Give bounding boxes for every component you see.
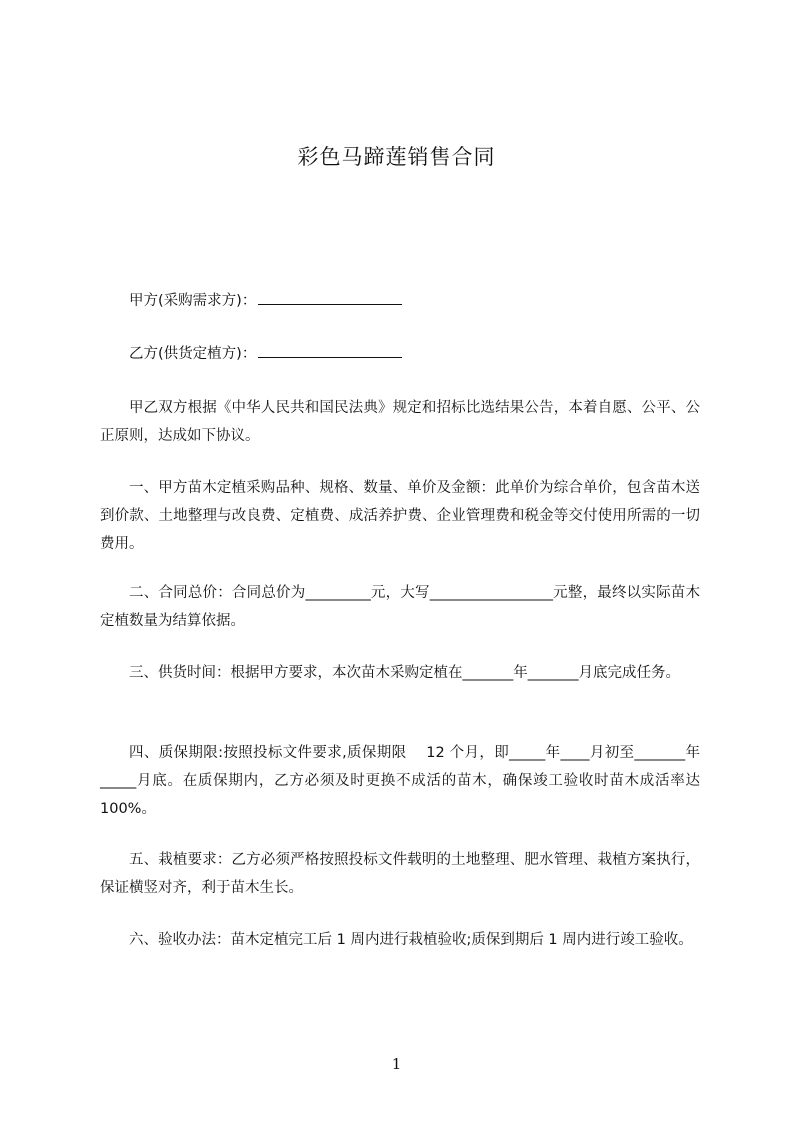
- page-number: 1: [391, 1055, 402, 1073]
- intro-paragraph: 甲乙双方根据《中华人民共和国民法典》规定和招标比选结果公告，本着自愿、公平、公正原则，达成如下协议。: [100, 400, 700, 444]
- clause-2: 二、合同总价：合同总价为_________元，大写_________________元整，最终以实际苗木定植数量为结算依据。: [100, 585, 700, 629]
- party-a-label: 甲方(采购需求方)：: [129, 293, 257, 309]
- party-b-blank: [258, 343, 402, 358]
- party-a-blank: [258, 290, 402, 305]
- party-a-line: [100, 287, 700, 315]
- party-b-label: 乙方(供货定植方)：: [129, 346, 257, 362]
- document-title: 彩色马蹄莲销售合同: [297, 145, 496, 169]
- clause-3: 三、供货时间：根据甲方要求，本次苗木采购定植在_______年_______月底完成任务。: [129, 665, 680, 681]
- clause-4: 四、质保期限:按照投标文件要求,质保期限 12 个月，即_____年____月初至_______年_____月底。在质保期内，乙方必须及时更换不成活的苗木，确保竣工验收时苗木成活率达 100%。: [100, 745, 700, 817]
- clause-6: 六、验收办法：苗木定植完工后 1 周内进行栽植验收;质保到期后 1 周内进行竣工验收。: [129, 932, 693, 948]
- clause-1: 一、甲方苗木定植采购品种、规格、数量、单价及金额：此单价为综合单价，包含苗木送到价款、土地整理与改良费、定植费、成活养护费、企业管理费和税金等交付使用所需的一切费用。: [100, 480, 700, 552]
- party-b-line: [100, 340, 700, 368]
- clause-5: 五、栽植要求：乙方必须严格按照投标文件载明的土地整理、肥水管理、栽植方案执行，保证横竖对齐，利于苗木生长。: [100, 852, 700, 896]
